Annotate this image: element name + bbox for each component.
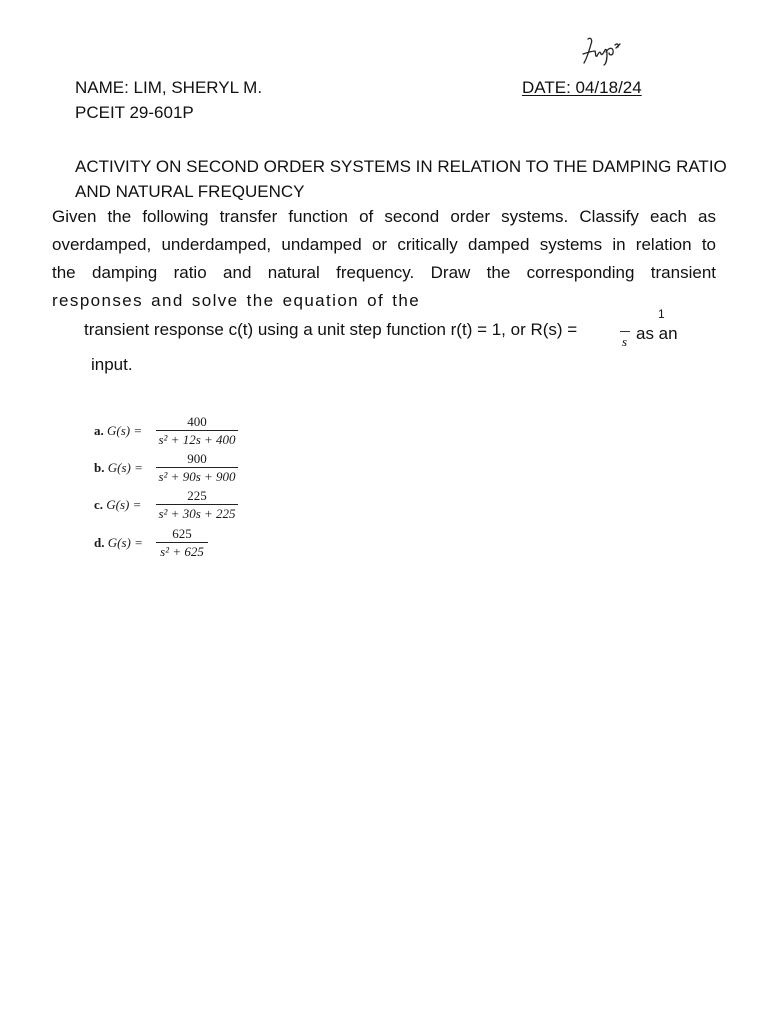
rs-numerator: 1: [658, 307, 665, 321]
instructions-line5: transient response c(t) using a unit step function r(t) = 1, or R(s) =: [84, 320, 578, 339]
equation-denominator: s² + 90s + 900: [158, 469, 236, 484]
equation-numerator: 225: [187, 488, 207, 503]
fraction-bar: [156, 504, 238, 505]
rs-fraction-bar: [620, 331, 630, 332]
equation-letter: b.: [94, 460, 105, 475]
equation-letter: d.: [94, 535, 105, 550]
fraction-bar: [156, 542, 208, 543]
instructions-line5-tail: as an: [636, 324, 678, 343]
instructions-line2: overdamped, underdamped, undamped or critically damped systems in relation to: [52, 235, 716, 254]
equation-numerator: 400: [187, 414, 207, 429]
instructions-line4: responses and solve the equation of the: [52, 291, 421, 310]
equation-denominator: s² + 30s + 225: [158, 506, 236, 521]
instructions-line3: the damping ratio and natural frequency. Draw the corresponding transient: [52, 263, 716, 282]
equation-numerator: 900: [187, 451, 207, 466]
activity-title-line1: ACTIVITY ON SECOND ORDER SYSTEMS IN RELATION TO THE DAMPING RATIO: [75, 157, 727, 176]
student-name: NAME: LIM, SHERYL M.: [75, 78, 263, 97]
rs-denominator: s: [622, 334, 628, 349]
fraction-bar: [156, 430, 238, 431]
instructions-line6: input.: [91, 355, 133, 374]
equation-letter: a.: [94, 423, 104, 438]
fraction-bar: [156, 467, 238, 468]
equation-denominator: s² + 625: [160, 544, 204, 559]
instructions-line1: Given the following transfer function of second order systems. Classify each as: [52, 207, 716, 226]
equation-letter: c.: [94, 497, 104, 512]
equation-lhs: G(s) =: [106, 497, 142, 512]
activity-title-line2: AND NATURAL FREQUENCY: [75, 182, 305, 201]
equation-lhs: G(s) =: [107, 423, 143, 438]
equation-denominator: s² + 12s + 400: [158, 432, 236, 447]
equation-numerator: 625: [172, 526, 192, 541]
submission-date: DATE: 04/18/24: [522, 78, 642, 97]
equation-lhs: G(s) =: [107, 460, 143, 475]
equation-lhs: G(s) =: [107, 535, 143, 550]
course-code: PCEIT 29-601P: [75, 103, 194, 122]
signature-image: [580, 34, 628, 68]
